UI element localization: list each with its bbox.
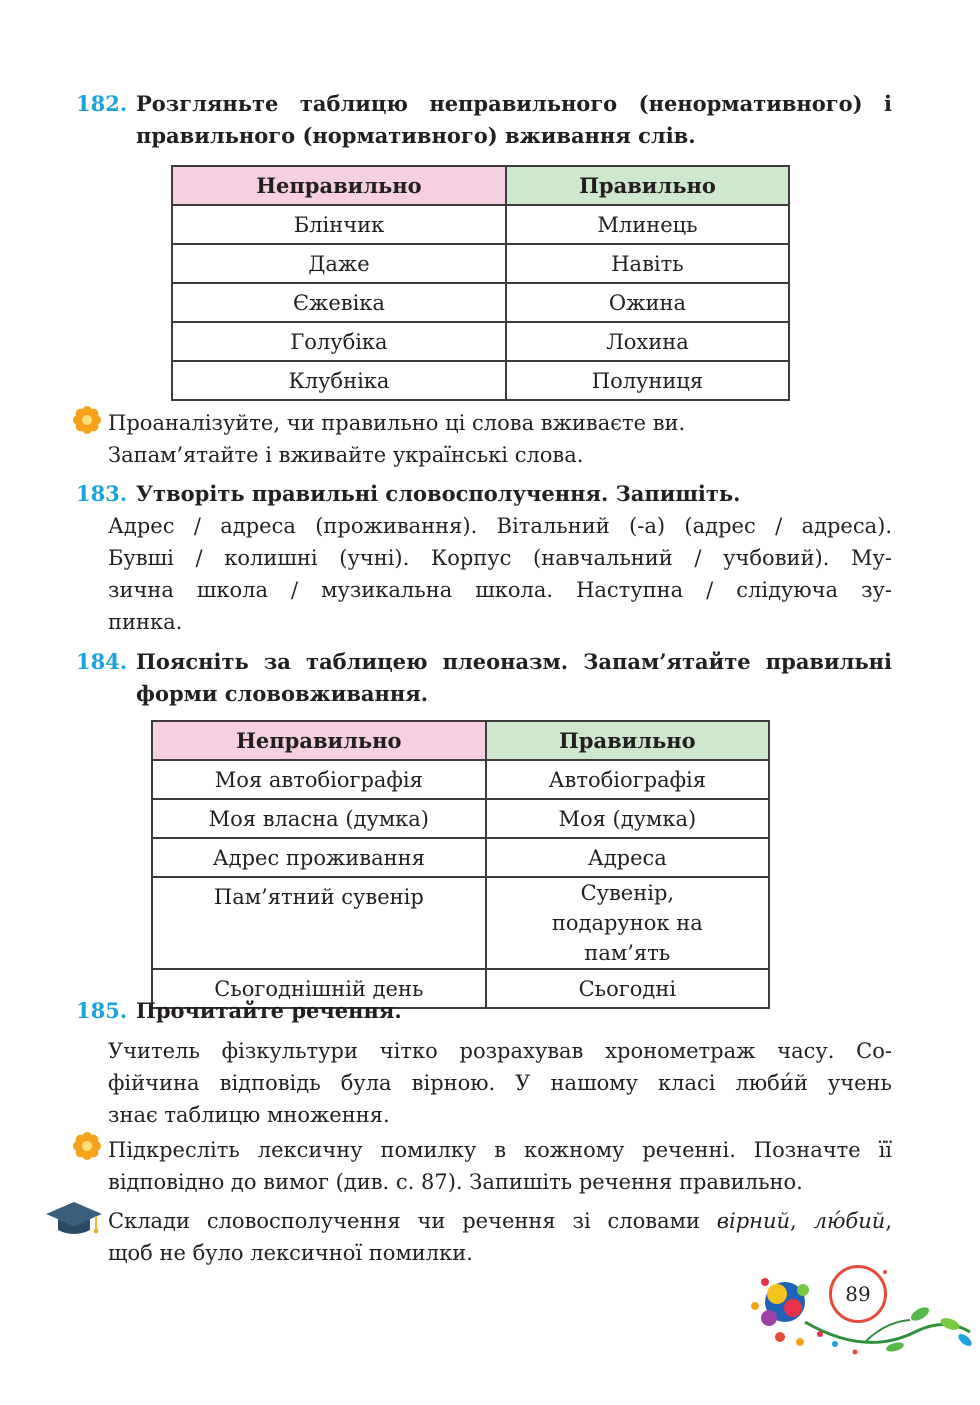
correct-word: Адреса	[486, 838, 769, 877]
task-line: відповідно до вимог (див. с. 87). Запишіть речення правильно.	[108, 1170, 803, 1194]
title-line: Поясніть за таблицею плеоназм. Запам’ятайте правильні	[136, 649, 892, 674]
word-virnyi: вірний	[716, 1209, 791, 1233]
flower-icon	[73, 1132, 101, 1160]
table-row	[172, 205, 789, 244]
incorrect-word: Сьогоднішній день	[152, 969, 486, 1008]
task-text-182	[108, 407, 892, 471]
incorrect-word: Адрес проживання	[152, 838, 486, 877]
text-line: фійчина відповідь була вірною. У нашому класі люби́й учень	[108, 1071, 892, 1095]
table-row	[172, 322, 789, 361]
exercise-183-text	[108, 510, 892, 638]
correct-word: Млинець	[506, 205, 789, 244]
task-text-185	[108, 1134, 892, 1198]
table-row	[152, 760, 769, 799]
exercise-title: Прочитайте речення.	[136, 998, 402, 1023]
incorrect-word: Єжевіка	[172, 283, 506, 322]
graduation-cap-icon	[44, 1200, 104, 1240]
task-line	[108, 1205, 892, 1237]
word-table-184	[151, 720, 770, 1009]
incorrect-word: Моя власна (думка)	[152, 799, 486, 838]
header-correct: Правильно	[506, 166, 789, 205]
task-line: Підкресліть лексичну помилку в кожному реченні. Позначте її	[108, 1138, 892, 1162]
exercise-number: 185.	[76, 998, 128, 1023]
table-row	[152, 877, 769, 969]
incorrect-word: Пам’ятний сувенір	[152, 877, 486, 969]
comma: ,	[885, 1209, 892, 1233]
incorrect-word: Моя автобіографія	[152, 760, 486, 799]
table-row	[172, 283, 789, 322]
exercise-title	[136, 646, 892, 710]
correct-word: Ожина	[506, 283, 789, 322]
correct-word: Автобіографія	[486, 760, 769, 799]
text-line: пинка.	[108, 610, 183, 634]
table-row	[172, 244, 789, 283]
exercise-title: Утворіть правильні словосполучення. Запишіть.	[136, 481, 741, 506]
incorrect-word: Даже	[172, 244, 506, 283]
title-line: форми слововживання.	[136, 681, 429, 706]
task-line: Проаналізуйте, чи правильно ці слова вживаєте ви.	[108, 411, 686, 435]
table-row	[172, 361, 789, 400]
exercise-183-heading	[76, 478, 892, 510]
text-line: зична школа / музикальна школа. Наступна / слідуюча зу-	[108, 578, 892, 602]
correct-word: Лохина	[506, 322, 789, 361]
correct-word: Сувенір, подарунок на пам’ять	[486, 877, 769, 969]
page-number: 89	[829, 1265, 887, 1323]
exercise-182-heading	[76, 88, 892, 152]
exercise-185-heading	[76, 995, 892, 1027]
correct-word: Полуниця	[506, 361, 789, 400]
text-line: Адрес / адреса (проживання). Вітальний (-а) (адрес / адреса).	[108, 514, 892, 538]
header-incorrect: Неправильно	[152, 721, 486, 760]
word-table-182	[171, 165, 790, 401]
text-line: знає таблицю множення.	[108, 1103, 390, 1127]
task-line: Запам’ятайте і вживайте українські слова.	[108, 443, 584, 467]
incorrect-word: Голубіка	[172, 322, 506, 361]
incorrect-word: Блінчик	[172, 205, 506, 244]
header-correct: Правильно	[486, 721, 769, 760]
exercise-185-sentences	[108, 1035, 892, 1131]
word-liubyi: лю́бий	[813, 1209, 886, 1233]
extra-prefix: Склади словосполучення чи речення зі словами	[108, 1209, 717, 1233]
text-line: Бувші / колишні (учні). Корпус (навчальний / учбовий). Му-	[108, 546, 892, 570]
table-row	[152, 799, 769, 838]
flower-icon	[73, 406, 101, 434]
header-incorrect: Неправильно	[172, 166, 506, 205]
incorrect-word: Клубніка	[172, 361, 506, 400]
separator: ,	[790, 1209, 814, 1233]
correct-word: Сьогодні	[486, 969, 769, 1008]
exercise-number: 182.	[76, 91, 128, 116]
table-row	[152, 838, 769, 877]
exercise-number: 184.	[76, 649, 128, 674]
exercise-184-heading	[76, 646, 892, 710]
exercise-title: Розгляньте таблицю неправильного (ненормативного) і правильного (нормативного) вживання слів.	[136, 91, 892, 148]
text-line: Учитель фізкультури чітко розрахував хронометраж часу. Со-	[108, 1039, 892, 1063]
extra-task-text	[108, 1205, 892, 1269]
exercise-number: 183.	[76, 481, 128, 506]
correct-word: Моя (думка)	[486, 799, 769, 838]
task-line: щоб не було лексичної помилки.	[108, 1241, 473, 1265]
correct-word: Навіть	[506, 244, 789, 283]
